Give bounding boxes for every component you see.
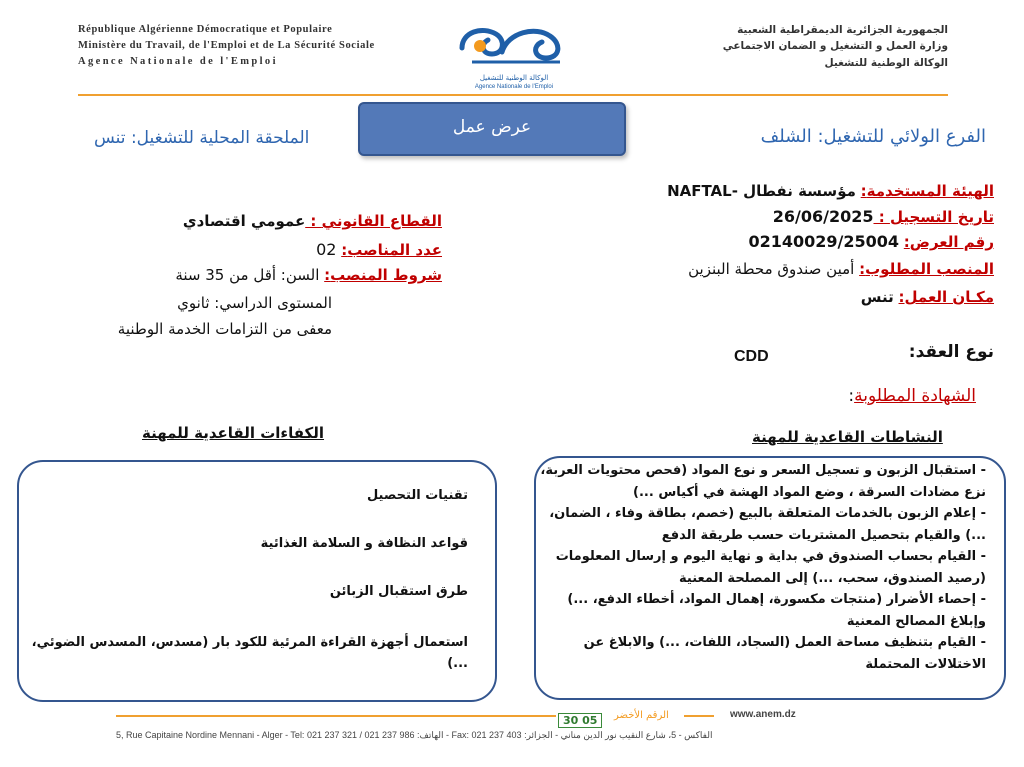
diploma-label: الشهادة المطلوبة (854, 386, 976, 406)
conditions-label: شروط المنصب (330, 266, 442, 284)
green-number (558, 709, 602, 728)
footer-rule-mid (684, 715, 714, 717)
competency-item: طرق استقبال الزبائن (329, 584, 468, 599)
offer-number-row: رقم العرض: 02140029/25004 (748, 232, 994, 251)
competency-item: قواعد النظافة و السلامة الغذائية (260, 536, 468, 551)
offer-number-label: رقم العرض (909, 233, 994, 251)
condition-3: معفى من التزامات الخدمة الوطنية (117, 320, 332, 338)
conditions-row: شروط المنصب: السن: أقل من 35 سنة (175, 266, 442, 284)
header-fr-line1: République Algérienne Démocratique et Populaire (78, 24, 333, 35)
posts-label: عدد المناصب (347, 241, 442, 259)
contract-label: نوع العقد (915, 342, 994, 362)
position-label: المنصب المطلوب (865, 260, 994, 278)
location-value: تنس (860, 288, 894, 306)
offer-title-box: عرض عمل (358, 102, 626, 156)
header-ar-line3: الوكالة الوطنية للتشغيل (824, 57, 948, 69)
diploma-row: الشهادة المطلوبة: (848, 386, 976, 406)
reg-date-label: تاريخ التسجيل (889, 208, 994, 226)
location-row: مكـان العمل: تنس (860, 288, 994, 306)
employer-label: الهيئة المستخدمة (866, 182, 994, 200)
footer-address: 5, Rue Capitaine Nordine Mennani - Alger - Tel: 021 237 321 / 021 237 986 :الهاتف - Fax: 021 237 403 :الفاكس - 5، شارع النقيب نور الدين مناني - الجزائر (116, 730, 713, 740)
footer-rule-left (116, 715, 556, 717)
header-divider (78, 94, 948, 96)
activity-item: - القيام بتنظيف مساحة العمل (السجاد، اللفات، ...) والابلاغ عن الاختلالات المحتملة (583, 635, 986, 672)
condition-2: المستوى الدراسي: ثانوي (177, 294, 332, 312)
logo-caption-ar: الوكالة الوطنية للتشغيل (479, 74, 549, 82)
sector-row: القطاع القانوني : عمومي اقتصادي (182, 212, 442, 230)
position-row: المنصب المطلوب: أمين صندوق محطة البنزين (688, 260, 994, 278)
header-ar-line2: وزارة العمل و التشغيل و الضمان الاجتماعي (722, 40, 948, 52)
activity-item: - استقبال الزبون و تسجيل السعر و نوع المواد (فحص محتويات العربة، نزع مضادات السرقة ، وضع المواد الهشة في أكياس ...) (540, 463, 986, 500)
posts-row: عدد المناصب: 02 (316, 240, 442, 259)
competency-item: تقنيات التحصيل (366, 488, 468, 503)
competency-item: استعمال أجهزة القراءة المرئية للكود بار (مسدس، المسدس الضوئي، ...) (31, 635, 468, 671)
reg-date-value: 26/06/2025 (772, 207, 874, 226)
header-fr-line3: Agence Nationale de l'Emploi (78, 56, 278, 67)
position-value: أمين صندوق محطة البنزين (688, 260, 855, 278)
green-number-label: الرقم الأخضر (614, 710, 669, 721)
right-branch-title: الفرع الولائي للتشغيل: الشلف (760, 126, 986, 147)
website-link[interactable]: www.anem.dz (730, 709, 796, 720)
anem-logo (452, 18, 576, 88)
competencies-title: الكفاءات القاعدية للمهنة (142, 424, 325, 442)
offer-number-value: 02140029/25004 (748, 232, 900, 251)
employer-row: الهيئة المستخدمة: مؤسسة نفطال -NAFTAL (667, 182, 994, 200)
header-fr-line2: Ministère du Travail, de l'Emploi et de La Sécurité Sociale (78, 40, 375, 51)
activities-list (540, 460, 986, 675)
activity-item: - إعلام الزبون بالخدمات المتعلقة بالبيع (خصم، بطاقة وفاء ، الضمان، ...) والقيام بتحصيل المشتريات حسب طريقة الدفع (549, 506, 986, 543)
header-ar-line1: الجمهورية الجزائرية الديمقراطية الشعبية (737, 24, 948, 36)
activity-item: - إحصاء الأضرار (منتجات مكسورة، إهمال المواد، أخطاء الدفع، ...) وإبلاغ المصالح المعنية (567, 592, 986, 629)
reg-date-row: تاريخ التسجيل : 26/06/2025 (772, 207, 994, 226)
anem-logo-icon (452, 18, 576, 70)
contract-row: نوع العقد: (908, 342, 994, 362)
location-label: مكـان العمل (904, 288, 994, 306)
employer-value: مؤسسة نفطال -NAFTAL (667, 182, 856, 200)
sector-value: عمومي اقتصادي (182, 212, 306, 230)
condition-1: السن: أقل من 35 سنة (175, 266, 320, 284)
posts-value: 02 (316, 240, 337, 259)
activities-title: النشاطات القاعدية للمهنة (752, 428, 943, 446)
left-branch-title: الملحقة المحلية للتشغيل: تنس (94, 128, 310, 148)
green-number-value: 30 05 (558, 713, 602, 728)
contract-value: CDD (734, 348, 769, 365)
logo-caption-fr: Agence Nationale de l'Emploi (474, 84, 554, 90)
activity-item: - القيام بحساب الصندوق في بداية و نهاية اليوم و إرسال المعلومات (رصيد الصندوق، سحب، ...) إلى المصلحة المعنية (555, 549, 986, 586)
sector-label: القطاع القانوني (321, 212, 442, 230)
